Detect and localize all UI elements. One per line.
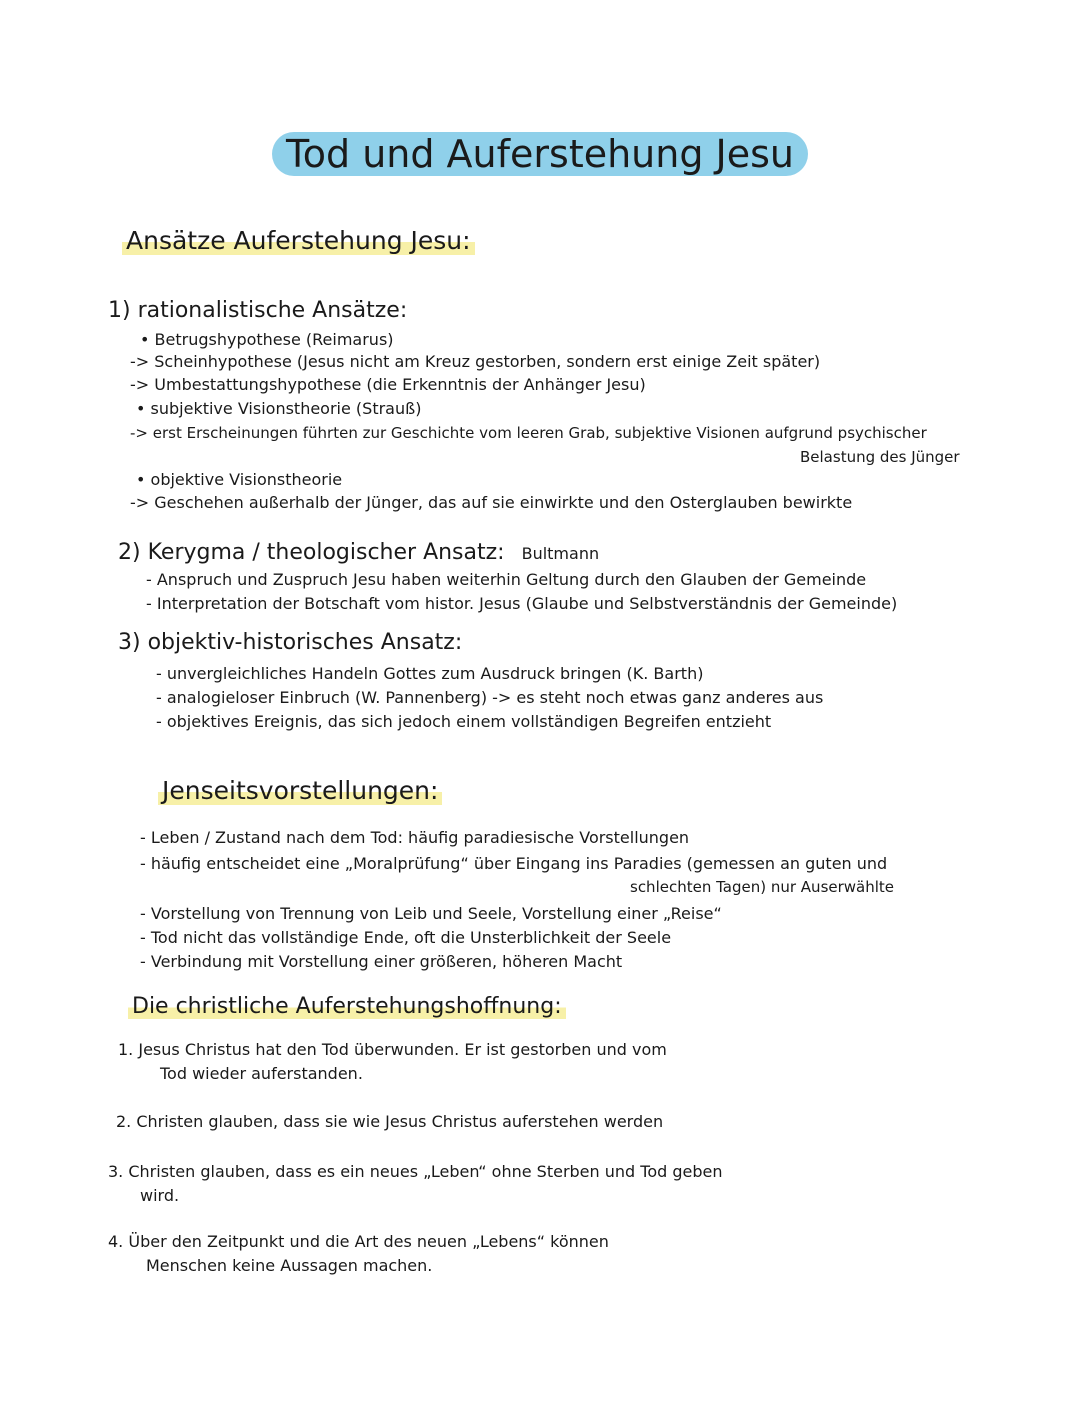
list-item: - analogieloser Einbruch (W. Pannenberg) -> es steht noch etwas ganz anderes aus	[156, 688, 824, 707]
list-item: - Leben / Zustand nach dem Tod: häufig paradiesische Vorstellungen	[140, 828, 690, 847]
list-item: • objektive Visionstheorie	[136, 470, 343, 489]
numbered-item-continuation: Tod wieder auferstanden.	[160, 1064, 363, 1083]
list-item: - Anspruch und Zuspruch Jesu haben weiterhin Geltung durch den Glauben der Gemeinde	[146, 570, 867, 589]
subheading-rationalist: 1) rationalistische Ansätze:	[108, 298, 408, 323]
title-text: Tod und Auferstehung Jesu	[272, 132, 808, 176]
list-item: - Verbindung mit Vorstellung einer größeren, höheren Macht	[140, 952, 623, 971]
list-item: - häufig entscheidet eine „Moralprüfung“ über Eingang ins Paradies (gemessen an guten und	[140, 854, 888, 873]
numbered-item: 4. Über den Zeitpunkt und die Art des neuen „Lebens“ können	[108, 1232, 609, 1251]
subheading-objective-historical: 3) objektiv-historisches Ansatz:	[118, 630, 463, 655]
numbered-item: 1. Jesus Christus hat den Tod überwunden. Er ist gestorben und vom	[118, 1040, 667, 1059]
list-item: - Interpretation der Botschaft vom histor. Jesus (Glaube und Selbstverständnis der Gemeinde)	[146, 594, 898, 613]
numbered-item-continuation: wird.	[140, 1186, 180, 1205]
list-item: • Betrugshypothese (Reimarus)	[140, 330, 394, 349]
list-item: - unvergleichliches Handeln Gottes zum Ausdruck bringen (K. Barth)	[156, 664, 704, 683]
list-item: -> Geschehen außerhalb der Jünger, das auf sie einwirkte und den Osterglauben bewirkte	[130, 493, 853, 512]
list-item: - Vorstellung von Trennung von Leib und Seele, Vorstellung einer „Reise“	[140, 904, 722, 923]
list-item-continuation: Belastung des Jünger	[800, 448, 960, 466]
section-heading-christian-hope: Die christliche Auferstehungshoffnung:	[128, 994, 566, 1019]
list-item: • subjektive Visionstheorie (Strauß)	[136, 399, 422, 418]
section-heading-approaches: Ansätze Auferstehung Jesu:	[122, 226, 475, 255]
numbered-item-continuation: Menschen keine Aussagen machen.	[146, 1256, 433, 1275]
list-item: - Tod nicht das vollständige Ende, oft die Unsterblichkeit der Seele	[140, 928, 672, 947]
list-item: -> Scheinhypothese (Jesus nicht am Kreuz gestorben, sondern erst einige Zeit später)	[130, 352, 821, 371]
author-bultmann: Bultmann	[521, 544, 600, 563]
page-title	[0, 132, 1080, 176]
list-item: -> erst Erscheinungen führten zur Geschichte vom leeren Grab, subjektive Visionen aufgrund psychischer	[130, 424, 927, 442]
list-item: - objektives Ereignis, das sich jedoch einem vollständigen Begreifen entzieht	[156, 712, 772, 731]
list-item: -> Umbestattungshypothese (die Erkenntnis der Anhänger Jesu)	[130, 375, 646, 394]
numbered-item: 2. Christen glauben, dass sie wie Jesus Christus auferstehen werden	[116, 1112, 664, 1131]
list-item-continuation: schlechten Tagen) nur Auserwählte	[630, 878, 895, 896]
section-heading-afterlife: Jenseitsvorstellungen:	[158, 776, 442, 805]
subheading-kerygma: 2) Kerygma / theologischer Ansatz: Bultmann	[118, 540, 600, 565]
numbered-item: 3. Christen glauben, dass es ein neues „Leben“ ohne Sterben und Tod geben	[108, 1162, 723, 1181]
